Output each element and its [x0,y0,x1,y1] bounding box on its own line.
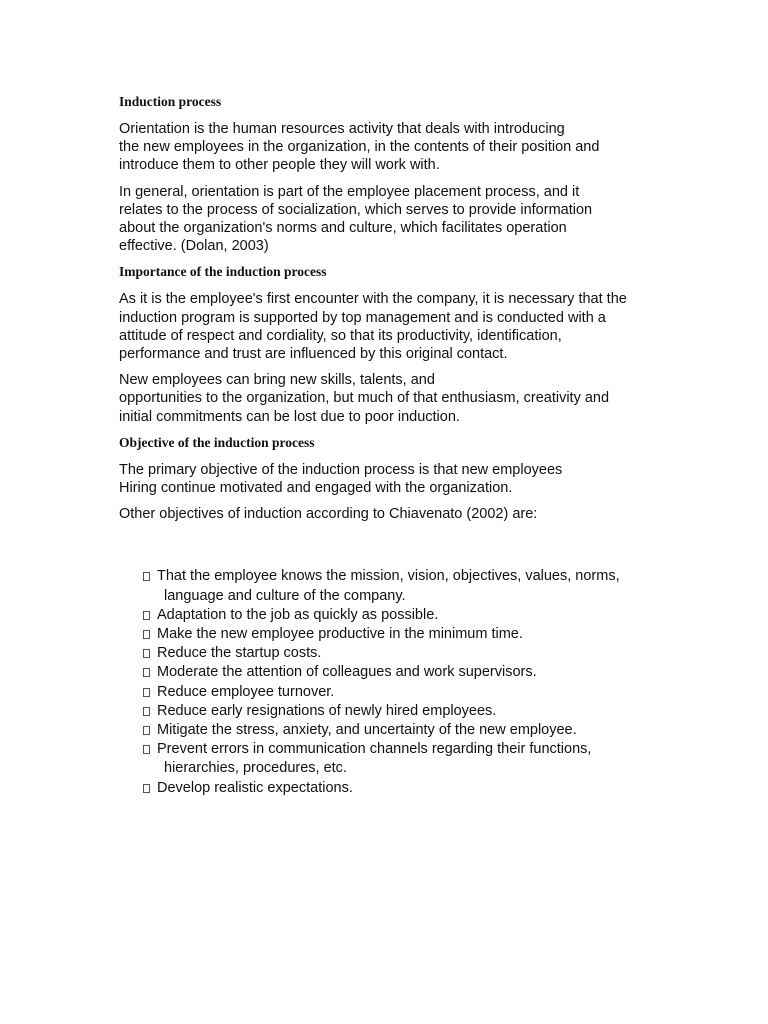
square-bullet-icon [143,726,150,735]
document-page [119,93,679,798]
list-item-text: Reduce early resignations of newly hired employees. [157,702,497,719]
text-line: relates to the process of socialization, which serves to provide information [119,201,593,218]
list-item [143,644,679,663]
square-bullet-icon [143,784,150,793]
text-line: Orientation is the human resources activity that deals with introducing [119,121,565,137]
list-item [143,702,679,721]
list-item-text: Reduce the startup costs. [157,645,322,662]
section-heading: Induction process [119,94,222,109]
section-objective [119,434,679,524]
text-line: As it is the employee's first encounter with the company, it is necessary that the [119,291,627,308]
text-line: In general, orientation is part of the employee placement process, and it [119,183,580,200]
list-item [143,721,679,740]
list-item-text: Moderate the attention of colleagues and work supervisors. [157,664,537,681]
text-line: The primary objective of the induction process is that new employees [119,461,563,478]
text-line: performance and trust are influenced by this original contact. [119,346,508,363]
square-bullet-icon [143,630,150,639]
square-bullet-icon [143,707,150,716]
text-line: opportunities to the organization, but much of that enthusiasm, creativity and [119,390,610,407]
list-item-text: Adaptation to the job as quickly as possible. [157,606,439,623]
list-item [143,683,679,702]
list-item [143,779,679,798]
paragraph [119,505,679,523]
text-line: Hiring continue motivated and engaged with the organization. [119,480,513,497]
text-line: induction program is supported by top management and is conducted with a [119,309,606,326]
paragraph [119,290,679,363]
list-item-text: Prevent errors in communication channels regarding their functions, [157,741,592,758]
list-item-text: That the employee knows the mission, vision, objectives, values, norms, [157,568,620,585]
text-line: Other objectives of induction according to Chiavenato (2002) are: [119,506,538,523]
square-bullet-icon [143,745,150,754]
square-bullet-icon [143,572,150,581]
text-line: initial commitments can be lost due to poor induction. [119,408,460,425]
square-bullet-icon [143,668,150,677]
text-line: the new employees in the organization, in the contents of their position and [119,139,600,156]
section-heading: Importance of the induction process [119,264,327,280]
section-heading: Objective of the induction process [119,434,315,450]
list-item [143,625,679,644]
square-bullet-icon [143,649,150,658]
list-item-text: Mitigate the stress, anxiety, and uncertainty of the new employee. [157,722,577,739]
spacer [119,531,679,567]
text-line: effective. (Dolan, 2003) [119,238,269,255]
square-bullet-icon [143,688,150,697]
text-line: about the organization's norms and culture, which facilitates operation [119,220,567,237]
list-item [143,740,679,778]
list-item-text: Reduce employee turnover. [157,683,335,700]
objectives-list [119,567,679,797]
text-line: attitude of respect and cordiality, so that its productivity, identification, [119,327,562,344]
section-induction-process [119,93,679,255]
paragraph [119,120,679,175]
text-line: New employees can bring new skills, talents, and [119,372,435,389]
paragraph [119,461,679,497]
text-line: introduce them to other people they will work with. [119,157,440,174]
list-item [143,606,679,625]
list-item-text-continued: hierarchies, procedures, etc. [164,760,347,777]
list-item [143,567,679,605]
square-bullet-icon [143,611,150,620]
list-item-text: Make the new employee productive in the minimum time. [157,626,523,643]
list-item [143,663,679,682]
section-importance [119,263,679,425]
list-item-text: Develop realistic expectations. [157,779,353,796]
list-item-text-continued: language and culture of the company. [164,587,406,604]
paragraph [119,371,679,426]
paragraph [119,183,679,256]
